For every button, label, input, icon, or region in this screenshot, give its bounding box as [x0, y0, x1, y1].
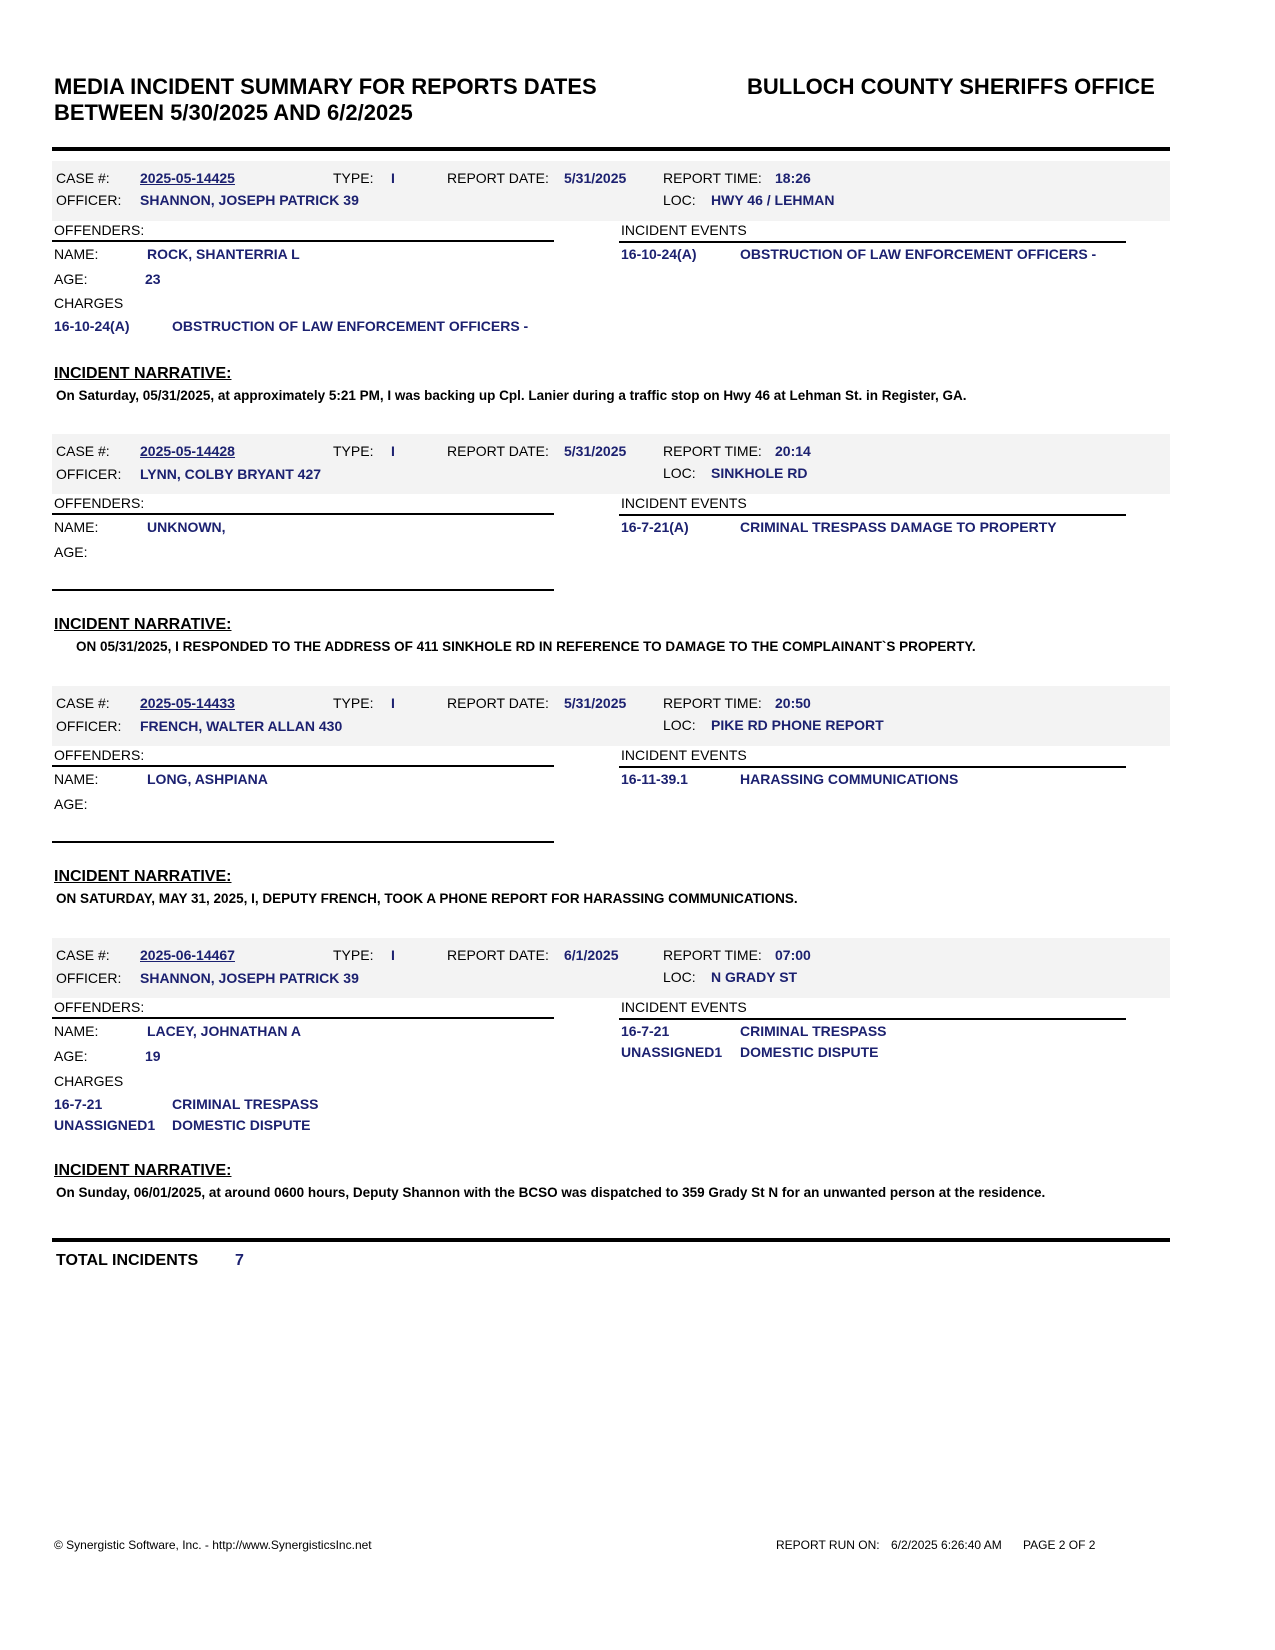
report-title-line2: BETWEEN 5/30/2025 AND 6/2/2025 [54, 100, 413, 125]
type-value: I [391, 947, 395, 963]
event-code: 16-10-24(A) [621, 246, 697, 262]
offenders-divider [52, 1017, 554, 1019]
report-time-label: REPORT TIME: [663, 170, 762, 186]
officer-label: OFFICER: [56, 192, 122, 208]
report-date-value: 5/31/2025 [564, 443, 627, 459]
officer-value: SHANNON, JOSEPH PATRICK 39 [140, 970, 359, 986]
offenders-label: OFFENDERS: [54, 222, 145, 238]
report-run-value: 6/2/2025 6:26:40 AM [891, 1538, 1002, 1552]
offender-name: LONG, ASHPIANA [147, 771, 268, 787]
name-label: NAME: [54, 246, 99, 262]
case-label: CASE #: [56, 947, 110, 963]
events-divider [619, 1018, 1126, 1020]
report-date-label: REPORT DATE: [447, 170, 549, 186]
type-label: TYPE: [333, 170, 374, 186]
narrative-heading: INCIDENT NARRATIVE: [54, 868, 232, 885]
case-label: CASE #: [56, 170, 110, 186]
charges-label: CHARGES [54, 295, 124, 311]
offenders-label: OFFENDERS: [54, 747, 145, 763]
event-code: UNASSIGNED1 [621, 1044, 723, 1060]
offenders-divider [52, 240, 554, 242]
loc-value: SINKHOLE RD [711, 465, 808, 481]
officer-value: SHANNON, JOSEPH PATRICK 39 [140, 192, 359, 208]
offenders-bottom-divider [52, 841, 554, 843]
offender-name: ROCK, SHANTERRIA L [147, 246, 300, 262]
event-description: CRIMINAL TRESPASS DAMAGE TO PROPERTY [740, 519, 1057, 535]
charges-label: CHARGES [54, 1073, 124, 1089]
offender-age: 19 [145, 1048, 161, 1064]
report-time-value: 20:50 [775, 695, 811, 711]
offender-name: LACEY, JOHNATHAN A [147, 1023, 302, 1039]
events-divider [619, 514, 1126, 516]
type-label: TYPE: [333, 695, 374, 711]
charge-description: DOMESTIC DISPUTE [172, 1117, 311, 1133]
report-date-label: REPORT DATE: [447, 695, 549, 711]
age-label: AGE: [54, 1048, 88, 1064]
loc-value: PIKE RD PHONE REPORT [711, 717, 884, 733]
narrative-heading: INCIDENT NARRATIVE: [54, 1162, 232, 1179]
total-incidents-label: TOTAL INCIDENTS [56, 1252, 199, 1269]
officer-label: OFFICER: [56, 970, 122, 986]
loc-label: LOC: [663, 969, 696, 985]
report-date-value: 5/31/2025 [564, 695, 627, 711]
page-number: PAGE 2 OF 2 [1023, 1538, 1096, 1552]
report-time-label: REPORT TIME: [663, 443, 762, 459]
incident-events-label: INCIDENT EVENTS [621, 999, 747, 1015]
loc-label: LOC: [663, 717, 696, 733]
case-number-link[interactable]: 2025-05-14428 [140, 443, 235, 459]
incident-events-label: INCIDENT EVENTS [621, 222, 747, 238]
report-date-value: 5/31/2025 [564, 170, 627, 186]
charge-description: OBSTRUCTION OF LAW ENFORCEMENT OFFICERS - [172, 318, 529, 334]
case-label: CASE #: [56, 695, 110, 711]
offenders-divider [52, 765, 554, 767]
events-divider [619, 766, 1126, 768]
officer-label: OFFICER: [56, 466, 122, 482]
report-time-value: 20:14 [775, 443, 811, 459]
case-number-link[interactable]: 2025-06-14467 [140, 947, 235, 963]
event-description: HARASSING COMMUNICATIONS [740, 771, 959, 787]
type-value: I [391, 443, 395, 459]
narrative-heading: INCIDENT NARRATIVE: [54, 365, 232, 382]
offenders-bottom-divider [52, 589, 554, 591]
loc-label: LOC: [663, 465, 696, 481]
type-value: I [391, 695, 395, 711]
narrative-text: On Saturday, 05/31/2025, at approximately 5:21 PM, I was backing up Cpl. Lanier during a traffic stop on Hwy 46 at Lehman St. in Register, GA. [56, 388, 967, 403]
age-label: AGE: [54, 796, 88, 812]
name-label: NAME: [54, 519, 99, 535]
event-code: 16-7-21(A) [621, 519, 689, 535]
narrative-text: ON SATURDAY, MAY 31, 2025, I, DEPUTY FRENCH, TOOK A PHONE REPORT FOR HARASSING COMMUNICATIONS. [56, 891, 798, 906]
loc-label: LOC: [663, 192, 696, 208]
report-time-value: 18:26 [775, 170, 811, 186]
age-label: AGE: [54, 544, 88, 560]
charge-code: 16-7-21 [54, 1096, 103, 1112]
loc-value: HWY 46 / LEHMAN [711, 192, 835, 208]
name-label: NAME: [54, 771, 99, 787]
narrative-text: ON 05/31/2025, I RESPONDED TO THE ADDRESS OF 411 SINKHOLE RD IN REFERENCE TO DAMAGE TO THE COMPLAINANT`S PROPERTY. [76, 639, 976, 654]
total-incidents-value: 7 [235, 1252, 244, 1269]
narrative-text: On Sunday, 06/01/2025, at around 0600 hours, Deputy Shannon with the BCSO was dispatched to 359 Grady St N for an unwanted person at the residence. [56, 1185, 1046, 1200]
charge-description: CRIMINAL TRESPASS [172, 1096, 319, 1112]
events-divider [619, 241, 1126, 243]
report-time-label: REPORT TIME: [663, 695, 762, 711]
type-label: TYPE: [333, 947, 374, 963]
report-date-label: REPORT DATE: [447, 947, 549, 963]
event-code: 16-11-39.1 [621, 771, 688, 787]
officer-label: OFFICER: [56, 718, 122, 734]
offenders-label: OFFENDERS: [54, 495, 145, 511]
event-description: OBSTRUCTION OF LAW ENFORCEMENT OFFICERS - [740, 246, 1097, 262]
incident-events-label: INCIDENT EVENTS [621, 495, 747, 511]
header-divider [52, 147, 1170, 151]
officer-value: LYNN, COLBY BRYANT 427 [140, 466, 322, 482]
totals-divider [52, 1238, 1170, 1242]
report-time-value: 07:00 [775, 947, 811, 963]
footer-copyright: © Synergistic Software, Inc. - http://www.SynergisticsInc.net [54, 1538, 372, 1552]
report-date-value: 6/1/2025 [564, 947, 619, 963]
offender-age: 23 [145, 271, 161, 287]
event-code: 16-7-21 [621, 1023, 670, 1039]
type-value: I [391, 170, 395, 186]
offenders-label: OFFENDERS: [54, 999, 145, 1015]
case-number-link[interactable]: 2025-05-14425 [140, 170, 235, 186]
event-description: DOMESTIC DISPUTE [740, 1044, 879, 1060]
case-label: CASE #: [56, 443, 110, 459]
report-date-label: REPORT DATE: [447, 443, 549, 459]
offender-name: UNKNOWN, [147, 519, 226, 535]
case-number-link[interactable]: 2025-05-14433 [140, 695, 235, 711]
officer-value: FRENCH, WALTER ALLAN 430 [140, 718, 343, 734]
incident-events-label: INCIDENT EVENTS [621, 747, 747, 763]
charge-code: UNASSIGNED1 [54, 1117, 156, 1133]
report-time-label: REPORT TIME: [663, 947, 762, 963]
age-label: AGE: [54, 271, 88, 287]
report-title-line1: MEDIA INCIDENT SUMMARY FOR REPORTS DATES [54, 74, 597, 99]
loc-value: N GRADY ST [711, 969, 798, 985]
charge-code: 16-10-24(A) [54, 318, 130, 334]
report-run-label: REPORT RUN ON: [776, 1538, 880, 1552]
offenders-divider [52, 513, 554, 515]
event-description: CRIMINAL TRESPASS [740, 1023, 887, 1039]
agency-name: BULLOCH COUNTY SHERIFFS OFFICE [747, 74, 1155, 99]
type-label: TYPE: [333, 443, 374, 459]
name-label: NAME: [54, 1023, 99, 1039]
narrative-heading: INCIDENT NARRATIVE: [54, 616, 232, 633]
